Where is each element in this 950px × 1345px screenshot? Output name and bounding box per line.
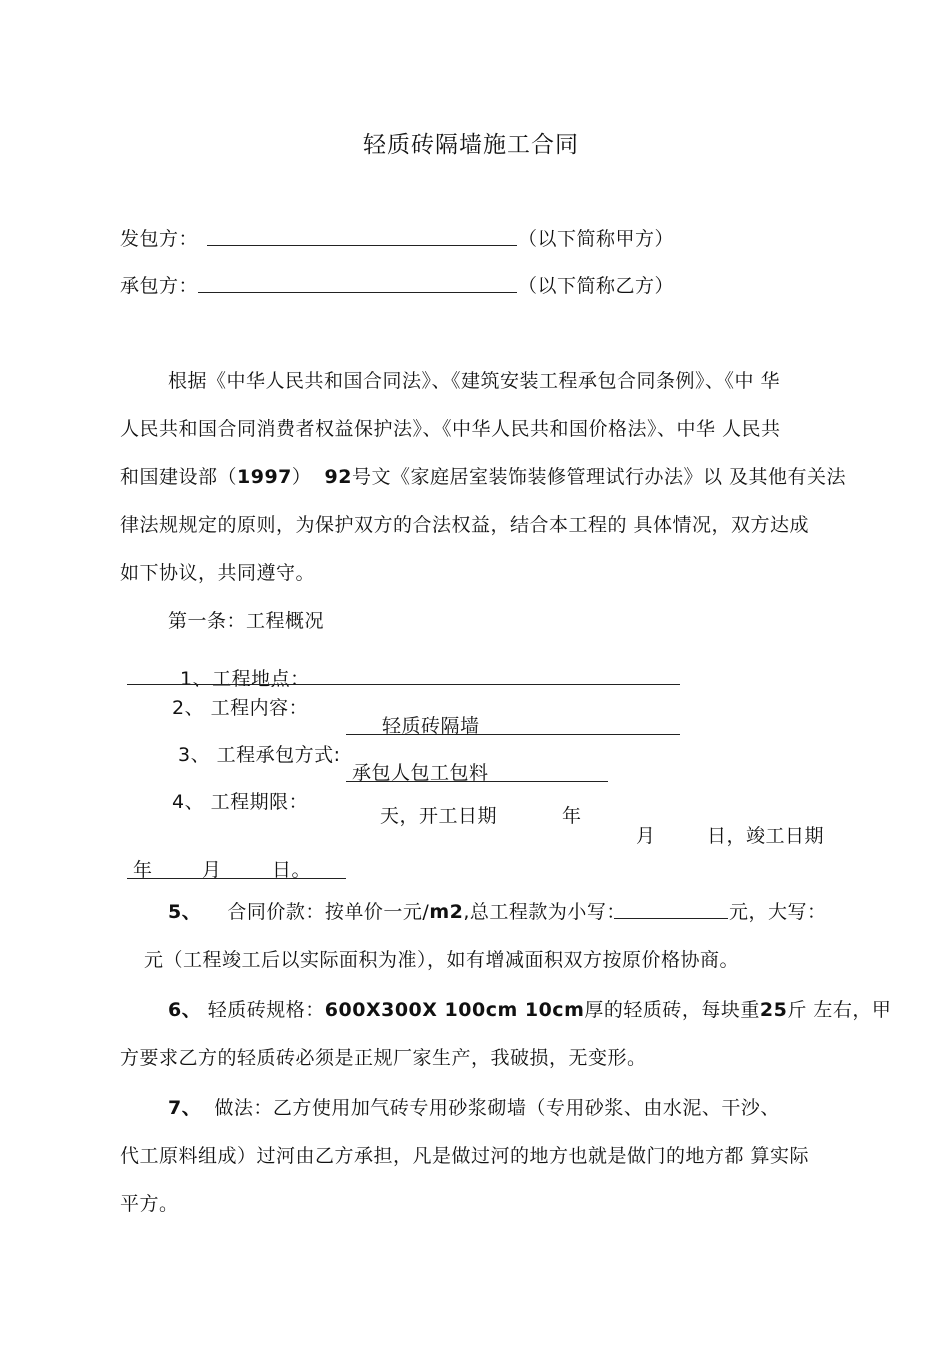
period-days: 天，开工日期	[380, 805, 498, 827]
article-1-title: 第一条：工程概况	[168, 610, 325, 632]
preamble-line-1: 根据《中华人民共和国合同法》、《建筑安装工程承包合同条例》、《中 华	[168, 370, 781, 392]
mode-label: 3、 工程承包方式:	[178, 744, 341, 766]
site-label: 1、工程地点：	[180, 668, 310, 690]
spec-number: 6、	[168, 999, 202, 1021]
method-text: 做法：乙方使用加气砖专用砂浆砌墙（专用砂浆、由水泥、干沙、	[214, 1097, 780, 1119]
end-year: 年	[133, 859, 153, 881]
period-day-end: 日，竣工日期	[707, 825, 825, 847]
content-value: 轻质砖隔墙	[382, 715, 480, 737]
preamble-line-5: 如下协议，共同遵守。	[120, 562, 316, 584]
price-line-1	[168, 900, 626, 924]
year-1997: 1997	[237, 466, 292, 488]
period-month: 月	[636, 825, 656, 847]
preamble-line-3c: 号文《家庭居室装饰装修管理试行办法》以 及其他有关法	[351, 466, 847, 488]
spec-text-2: 厚的轻质砖，每块重	[584, 999, 760, 1021]
spec-line-2: 方要求乙方的轻质砖必须是正规厂家生产，我破损，无变形。	[120, 1047, 647, 1069]
content-label: 2、 工程内容：	[172, 697, 309, 719]
preamble-line-3a: 和国建设部（	[120, 466, 238, 488]
spec-line-1	[168, 998, 891, 1022]
price-number: 5、	[168, 901, 202, 923]
price-yuan: 元，大写：	[729, 901, 827, 923]
mode-value: 承包人包工包料	[352, 762, 489, 784]
price-unit: m2	[429, 901, 464, 923]
spec-text: 轻质砖规格：	[207, 999, 325, 1021]
preamble-line-3b: ）	[291, 466, 312, 488]
party-a-blank	[207, 245, 517, 246]
spec-weight: 25	[759, 999, 788, 1021]
doc-number: 92	[324, 466, 352, 488]
end-month: 月	[202, 859, 222, 881]
end-date-blank	[127, 878, 346, 879]
method-number: 7、	[168, 1097, 202, 1119]
party-b-label: 承包方：	[120, 275, 199, 297]
site-blank	[127, 684, 680, 685]
period-label: 4、 工程期限：	[172, 791, 309, 813]
method-line-1	[168, 1096, 780, 1120]
spec-text-3: 斤 左右，甲	[787, 999, 892, 1021]
party-b-blank	[198, 292, 517, 293]
party-b-note: （以下简称乙方）	[518, 275, 675, 297]
method-line-2: 代工原料组成）过河由乙方承担，凡是做过河的地方也就是做门的地方都 算实际	[120, 1145, 810, 1167]
preamble-line-4: 律法规规定的原则，为保护双方的合法权益，结合本工程的 具体情况，双方达成	[120, 514, 810, 536]
price-blank	[614, 918, 728, 919]
price-line-2: 元（工程竣工后以实际面积为准），如有增减面积双方按原价格协商。	[144, 949, 740, 971]
party-a-label: 发包方：	[120, 228, 199, 250]
price-text-2: ,总工程款为小写：	[463, 901, 626, 923]
end-day: 日。	[272, 859, 312, 881]
method-line-3: 平方。	[120, 1193, 179, 1215]
spec-dimensions: 600X300X 100cm 10cm	[324, 999, 585, 1021]
page-title: 轻质砖隔墙施工合同	[363, 132, 579, 158]
content-blank	[346, 734, 680, 735]
price-text: 合同价款：按单价一元/	[227, 901, 430, 923]
party-a-note: （以下简称甲方）	[518, 228, 675, 250]
period-year: 年	[562, 805, 582, 827]
preamble-line-2: 人民共和国合同消费者权益保护法》、《中华人民共和国价格法》、中华 人民共	[120, 418, 781, 440]
preamble-line-3	[120, 465, 846, 489]
mode-blank	[346, 781, 608, 782]
